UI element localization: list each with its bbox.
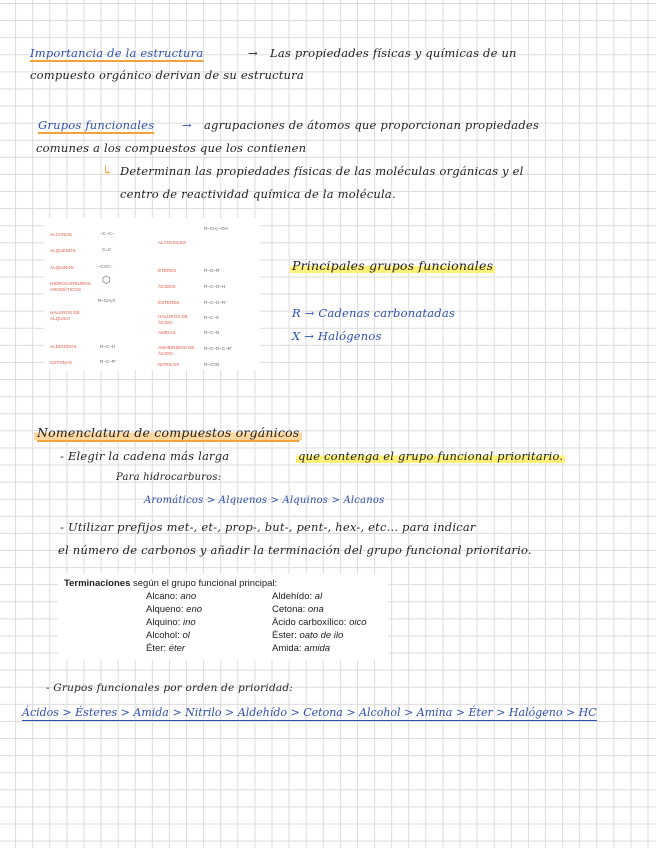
r-definition: R → Cadenas carbonatadas: [292, 306, 455, 320]
terminations-title-bold: Terminaciones: [64, 578, 131, 589]
text-line: Las propiedades físicas y químicas de un: [270, 46, 517, 60]
group-formula: R–C–O–R': [204, 300, 227, 305]
group-formula: –C–C–: [100, 231, 115, 236]
group-label: ALDEHÍDOS: [50, 344, 77, 349]
group-formula: R–C≡N: [204, 362, 220, 367]
hydrocarbon-order: Aromáticos > Alquenos > Alquinos > Alcanos: [144, 495, 385, 506]
termination-row: Aldehído: al: [272, 591, 323, 602]
functional-groups-table: [44, 218, 260, 370]
highlighted-text: que contenga el grupo funcional prioritario.: [298, 449, 564, 463]
termination-row: Cetona: ona: [272, 604, 324, 615]
hydrocarbon-label: Para hidrocarburos:: [116, 472, 222, 483]
terminations-title-rest: según el grupo funcional principal:: [130, 578, 278, 589]
benzene-icon: ⬡: [102, 275, 111, 286]
text-line: comunes a los compuestos que los contienen: [36, 141, 307, 155]
text-line: Determinan las propiedades físicas de las moléculas orgánicas y el: [120, 164, 524, 178]
group-formula: R–C–O–H: [204, 284, 226, 289]
group-label: ALCANOS: [50, 232, 72, 237]
group-formula: R–O–R': [204, 268, 221, 273]
heading-nomenclatura: Nomenclatura de compuestos orgánicos: [34, 425, 302, 440]
termination-row: Ácido carboxílico: oico: [272, 617, 367, 628]
group-formula: R–C–H: [100, 344, 116, 349]
group-formula: R–C–R': [100, 359, 116, 364]
termination-row: Éter: éter: [146, 643, 186, 654]
group-formula: R–C–N: [204, 330, 220, 335]
group-label: ÉSTERES: [158, 300, 180, 305]
group-formula: R–CH₂–OH: [204, 226, 228, 231]
termination-row: Alcano: ano: [146, 591, 197, 602]
group-label: HIDROCARBUROS AROMÁTICOS: [50, 281, 91, 292]
text-line: agrupaciones de átomos que proporcionan propiedades: [204, 118, 540, 132]
termination-row: Alcohol: ol: [146, 630, 190, 641]
termination-row: Amida: amida: [272, 643, 331, 654]
terminations-table: [58, 574, 388, 660]
text-line: compuesto orgánico derivan de su estructura: [30, 68, 304, 82]
terminations-title: [64, 578, 277, 589]
group-formula: –C≡C–: [98, 264, 113, 269]
text-line: - Utilizar prefijos met-, et-, prop-, but-, pent-, hex-, etc... para indicar: [60, 520, 476, 534]
priority-order: [22, 706, 597, 719]
group-formula: R–CH₂X: [98, 298, 116, 303]
termination-row: Éster: oato de ilo: [272, 630, 344, 641]
arrow-icon: →: [248, 46, 258, 60]
group-label: NITRILOS: [158, 362, 180, 367]
termination-row: Alquino: ino: [146, 617, 196, 628]
group-label: ÉTERES: [158, 268, 177, 273]
group-label: ALCOHOLES: [158, 240, 187, 245]
group-formula: R–C–O–C–R': [204, 346, 232, 351]
x-definition: X → Halógenos: [292, 329, 382, 343]
heading-importancia: Importancia de la estructura: [30, 46, 204, 60]
group-label: ALQUINOS: [50, 265, 74, 270]
heading-principales-grupos: Principales grupos funcionales: [292, 258, 494, 273]
arrow-icon: →: [182, 118, 192, 132]
heading-grupos-funcionales: Grupos funcionales: [38, 118, 155, 132]
group-label: HALUROS DE ALQUILO: [50, 310, 80, 321]
group-label: HALUROS DE ÁCIDO: [158, 314, 188, 325]
group-label: ÁCIDOS: [158, 284, 176, 289]
text-line: el número de carbonos y añadir la terminación del grupo funcional prioritario.: [58, 543, 532, 557]
text-line: centro de reactividad química de la molécula.: [120, 187, 396, 201]
group-label: CETONAS: [50, 360, 73, 365]
priority-order-text: Ácidos > Ésteres > Amida > Nitrilo > Aldehído > Cetona > Alcohol > Amina > Éter > Halógeno > HC: [22, 706, 597, 719]
group-formula: R–C–X: [204, 315, 219, 320]
group-label: AMIDAS: [158, 330, 176, 335]
group-label: ALQUENOS: [50, 248, 76, 253]
group-formula: C=C: [102, 247, 112, 252]
priority-label: - Grupos funcionales por orden de prioridad:: [46, 682, 294, 694]
termination-row: Alqueno: eno: [146, 604, 203, 615]
sub-arrow-icon: ↳: [102, 164, 114, 179]
text-line: - Elegir la cadena más larga: [60, 449, 230, 463]
group-label: ANHÍDRIDOS DE ÁCIDO: [158, 345, 195, 356]
